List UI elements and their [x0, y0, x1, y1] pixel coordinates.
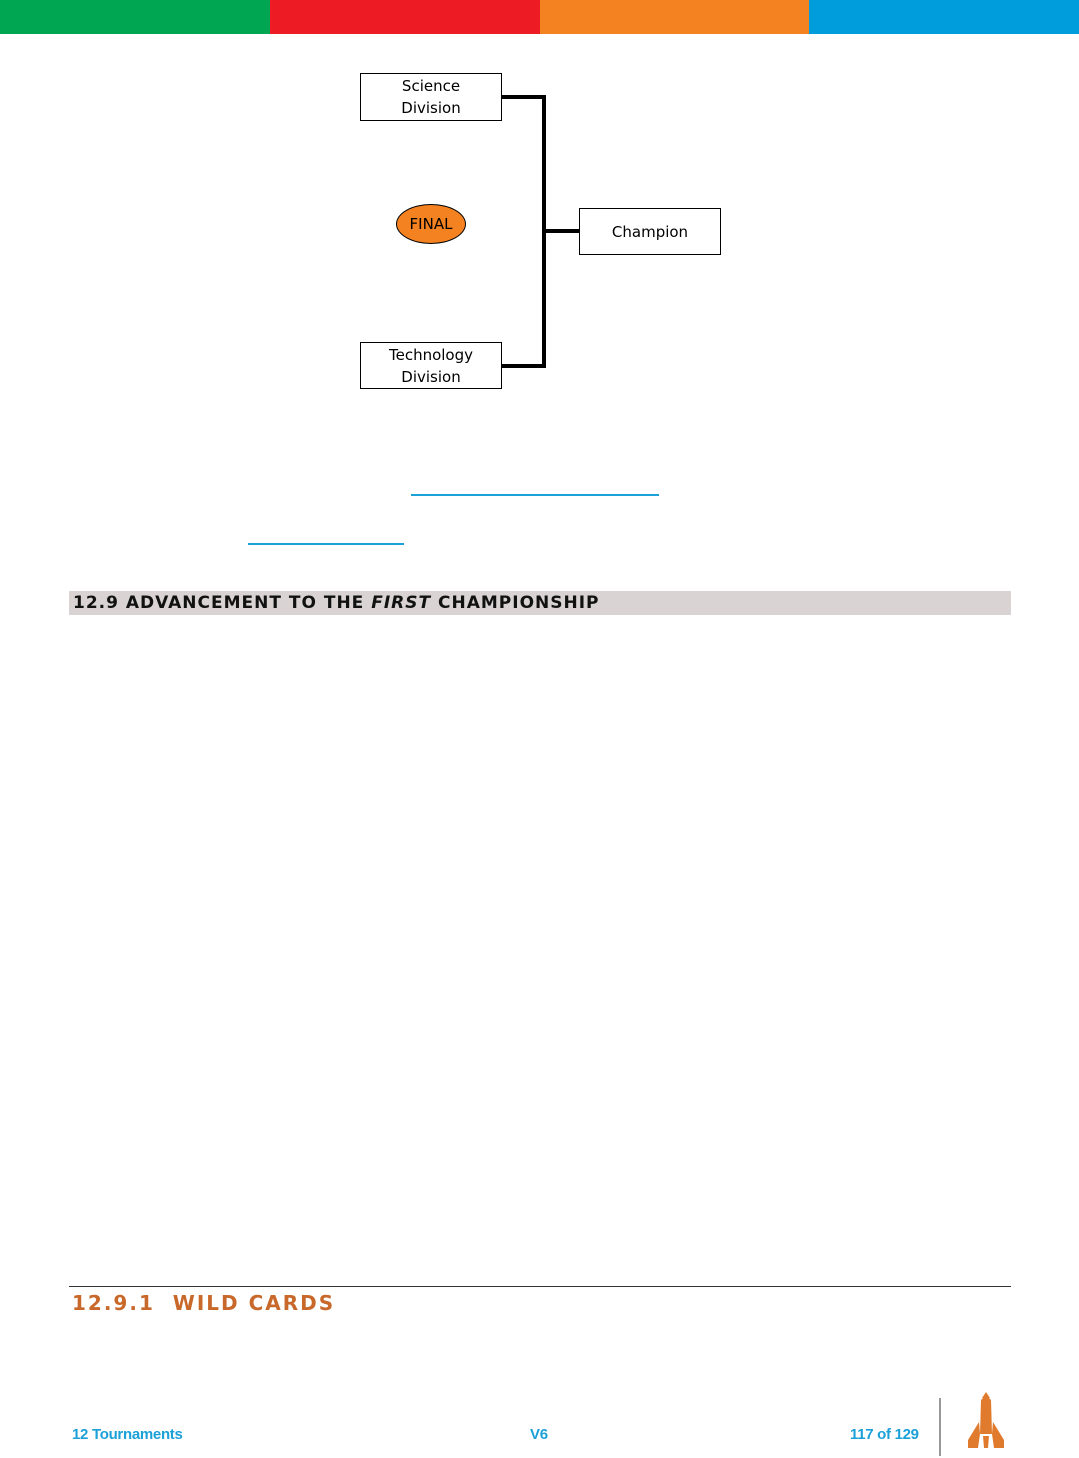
- hyperlink-underline[interactable]: [411, 494, 659, 496]
- footer-divider: [939, 1398, 941, 1456]
- subsection-title: WILD CARDS: [172, 1291, 336, 1315]
- champion-label: Champion: [611, 222, 689, 241]
- champion-box: [579, 208, 721, 255]
- technology-division-box: [360, 342, 502, 389]
- science-division-box: [360, 73, 502, 121]
- subsection-rule: [69, 1286, 1011, 1287]
- final-badge: [396, 204, 466, 244]
- hyperlink-underline[interactable]: [248, 543, 404, 545]
- science-division-label: Science Division: [401, 77, 461, 117]
- footer-version: V6: [530, 1426, 548, 1443]
- footer-page-number: 117 of 129: [850, 1426, 919, 1443]
- connector-science: [501, 95, 546, 99]
- final-label: FINAL: [409, 215, 453, 233]
- section-title-pre: ADVANCEMENT TO THE: [125, 593, 365, 613]
- section-heading: [69, 591, 1011, 615]
- connector-champion: [542, 229, 580, 233]
- section-number: 12.9: [73, 593, 119, 613]
- tournament-bracket-diagram: [0, 0, 1079, 420]
- subsection-heading: [72, 1290, 335, 1316]
- rocket-logo-icon: [962, 1390, 1010, 1452]
- technology-division-label: Technology Division: [388, 345, 474, 386]
- subsection-number: 12.9.1: [72, 1291, 155, 1315]
- connector-technology: [501, 364, 546, 368]
- footer-chapter: 12 Tournaments: [72, 1426, 183, 1443]
- section-title-italic: FIRST: [371, 593, 432, 613]
- section-title-post: CHAMPIONSHIP: [438, 593, 600, 613]
